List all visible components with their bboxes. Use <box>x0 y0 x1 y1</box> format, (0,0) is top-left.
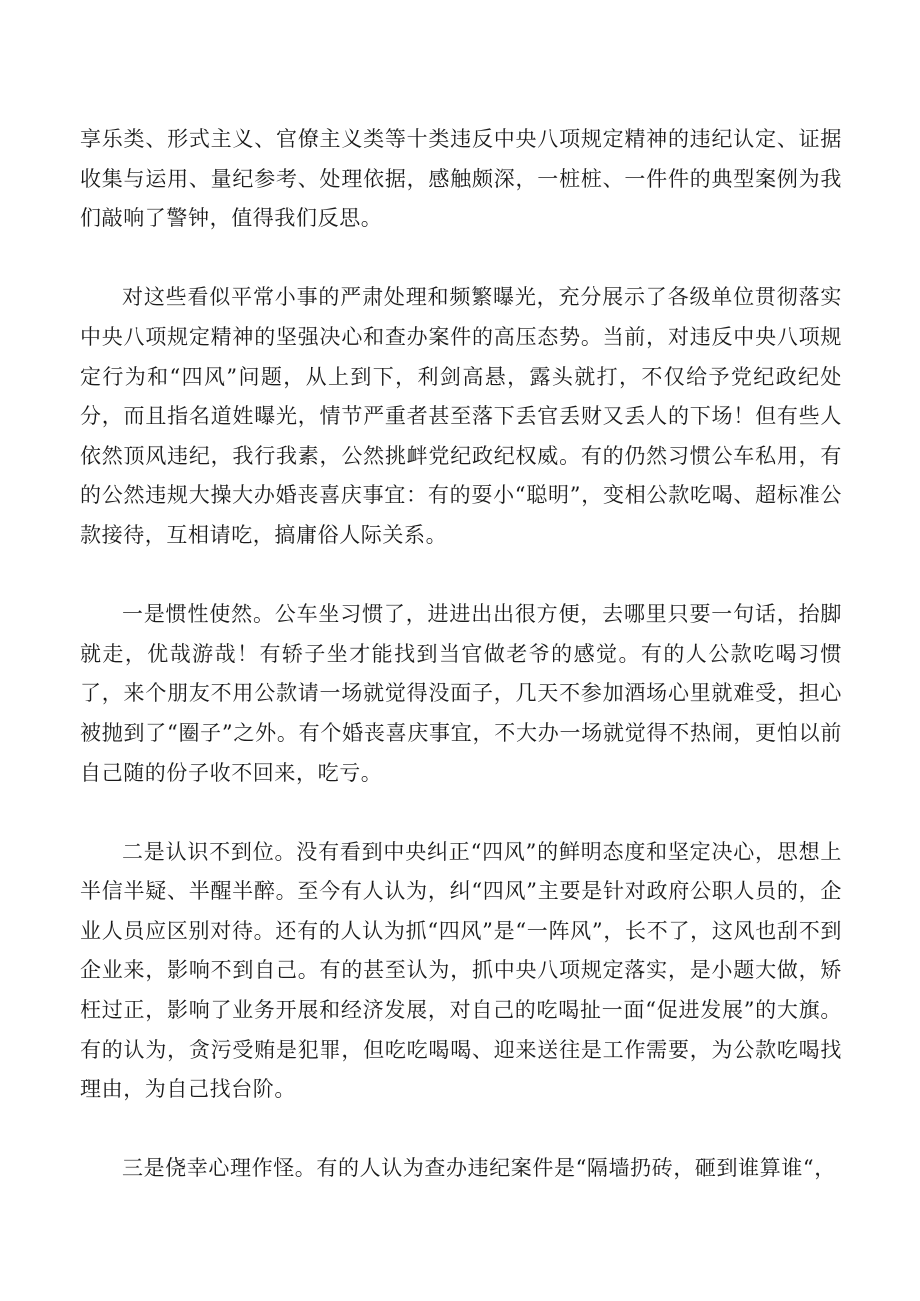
paragraph-continuation: 享乐类、形式主义、官僚主义类等十类违反中央八项规定精神的违纪认定、证据收集与运用、量纪参考、处理依据，感触颇深，一桩桩、一件件的典型案例为我们敲响了警钟，值得我们反思。 <box>80 127 842 231</box>
paragraph-strict-handling: 对这些看似平常小事的严肃处理和频繁曝光，充分展示了各级单位贯彻落实中央八项规定精神的坚强决心和查办案件的高压态势。当前，对违反中央八项规定行为和“四风”问题，从上到下，利剑高悬，露头就打，不仅给予党纪政纪处分，而且指名道姓曝光，情节严重者甚至落下丢官丢财又丢人的下场！但有些人依然顶风违纪，我行我素，公然挑衅党纪政纪权威。有的仍然习惯公车私用，有的公然违规大操大办婚丧喜庆事宜：有的耍小“聪明”，变相公款吃喝、超标准公款接待，互相请吃，搞庸俗人际关系。 <box>80 285 842 547</box>
paragraph-habit: 一是惯性使然。公车坐习惯了，进进出出很方便，去哪里只要一句话，抬脚就走，优哉游哉！有轿子坐才能找到当官做老爷的感觉。有的人公款吃喝习惯了，来个朋友不用公款请一场就觉得没面子，几天不参加酒场心里就难受，担心被抛到了“圈子”之外。有个婚丧喜庆事宜，不大办一场就觉得不热闹，更怕以前自己随的份子收不回来，吃亏。 <box>80 602 842 785</box>
document-body <box>80 120 842 1229</box>
paragraph-luck-mentality: 三是侥幸心理作怪。有的人认为查办违纪案件是“隔墙扔砖，砸到谁算谁“， <box>122 1156 836 1181</box>
paragraph-awareness: 二是认识不到位。没有看到中央纠正“四风”的鲜明态度和坚定决心，思想上半信半疑、半醒半醉。至今有人认为，纠“四风”主要是针对政府公职人员的，企业人员应区别对待。还有的人认为抓“四风”是“一阵风”，长不了，这风也刮不到企业来，影响不到自己。有的甚至认为，抓中央八项规定落实，是小题大做，矫枉过正，影响了业务开展和经济发展，对自己的吃喝扯一面“促进发展”的大旗。有的认为，贪污受贿是犯罪，但吃吃喝喝、迎来送往是工作需要，为公款吃喝找理由，为自己找台阶。 <box>80 839 842 1102</box>
